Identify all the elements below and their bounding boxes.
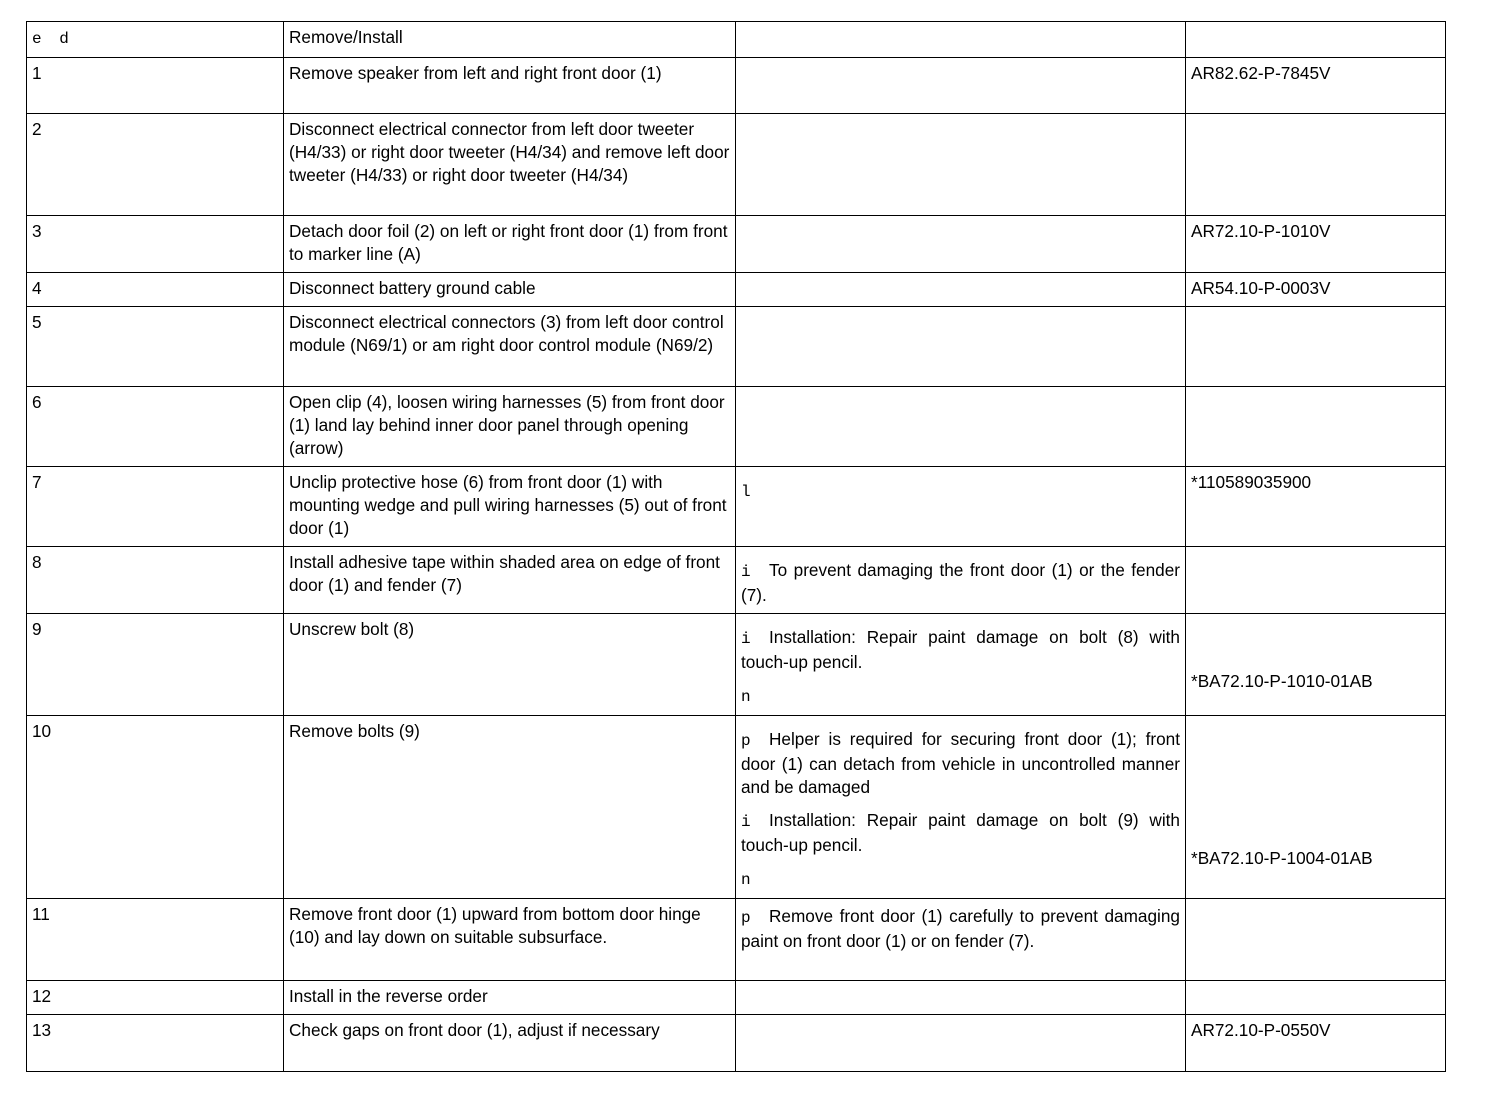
note-cell [736, 307, 1186, 387]
step-number: 4 [27, 273, 284, 307]
table-row [27, 216, 1446, 273]
torque-note [741, 867, 1180, 892]
note-cell [736, 1015, 1186, 1072]
reference-link[interactable]: *110589035900 [1186, 467, 1446, 547]
step-description: Install in the reverse order [284, 981, 736, 1015]
reference-link[interactable]: AR72.10-P-1010V [1186, 216, 1446, 273]
info-note [741, 559, 1180, 607]
info-symbol-icon: i [741, 630, 751, 648]
step-number: 1 [27, 58, 284, 114]
table-header-row [27, 22, 1446, 58]
reference-cell [1186, 981, 1446, 1015]
note-text: To prevent damaging the front door (1) or the fender (7). [741, 560, 1180, 605]
step-number: 5 [27, 307, 284, 387]
table-row [27, 981, 1446, 1015]
warning-symbol-icon: p [741, 909, 751, 927]
reference-cell [1186, 614, 1446, 716]
note-cell [736, 273, 1186, 307]
header-symbols: e d [32, 30, 73, 48]
note-cell [736, 216, 1186, 273]
step-number: 7 [27, 467, 284, 547]
step-number: 12 [27, 981, 284, 1015]
info-symbol-icon: i [741, 563, 751, 581]
header-empty-cell [1186, 22, 1446, 58]
note-text: Remove front door (1) carefully to prevent damaging paint on front door (1) or on fender (7). [741, 906, 1180, 951]
table-row [27, 614, 1446, 716]
spacer [1191, 618, 1440, 670]
torque-note [741, 684, 1180, 709]
table-row [27, 1015, 1446, 1072]
note-cell [736, 899, 1186, 981]
note-cell [736, 716, 1186, 899]
info-note [741, 626, 1180, 674]
table-row [27, 547, 1446, 614]
note-text: Installation: Repair paint damage on bolt (9) with touch-up pencil. [741, 810, 1180, 855]
table-row [27, 273, 1446, 307]
note-text: Installation: Repair paint damage on bolt (8) with touch-up pencil. [741, 627, 1180, 672]
reference-link[interactable]: *BA72.10-P-1004-01AB [1191, 848, 1373, 868]
header-symbols-cell [27, 22, 284, 58]
step-number: 9 [27, 614, 284, 716]
reference-cell [1186, 114, 1446, 216]
warning-symbol-icon: p [741, 732, 751, 750]
step-description: Open clip (4), loosen wiring harnesses (5) from front door (1) land lay behind inner door panel through opening (arrow) [284, 387, 736, 467]
torque-symbol-icon: n [741, 871, 751, 889]
reference-cell [1186, 899, 1446, 981]
step-description: Unclip protective hose (6) from front door (1) with mounting wedge and pull wiring harnesses (5) out of front door (1) [284, 467, 736, 547]
table-row [27, 114, 1446, 216]
table-row [27, 307, 1446, 387]
note-text: Helper is required for securing front door (1); front door (1) can detach from vehicle in uncontrolled manner and be damaged [741, 729, 1180, 797]
step-description: Disconnect electrical connector from left door tweeter (H4/33) or right door tweeter (H4/34) and remove left door tweeter (H4/33) or right door tweeter (H4/34) [284, 114, 736, 216]
step-number: 3 [27, 216, 284, 273]
step-number: 2 [27, 114, 284, 216]
note-cell [736, 981, 1186, 1015]
step-number: 13 [27, 1015, 284, 1072]
warning-note [741, 905, 1180, 953]
procedure-table [26, 21, 1446, 1072]
table-row [27, 58, 1446, 114]
table-row [27, 467, 1446, 547]
reference-cell [1186, 547, 1446, 614]
warning-note [741, 728, 1180, 799]
note [741, 479, 1180, 504]
table-row [27, 387, 1446, 467]
reference-link[interactable]: AR54.10-P-0003V [1186, 273, 1446, 307]
reference-link[interactable]: AR82.62-P-7845V [1186, 58, 1446, 114]
torque-symbol-icon: n [741, 688, 751, 706]
header-title-cell [284, 22, 736, 58]
step-description: Install adhesive tape within shaded area on edge of front door (1) and fender (7) [284, 547, 736, 614]
step-number: 10 [27, 716, 284, 899]
reference-link[interactable]: AR72.10-P-0550V [1186, 1015, 1446, 1072]
step-description: Remove speaker from left and right front door (1) [284, 58, 736, 114]
step-description: Remove bolts (9) [284, 716, 736, 899]
reference-cell [1186, 716, 1446, 899]
header-title: Remove/Install [289, 27, 403, 47]
table-row [27, 716, 1446, 899]
reference-cell [1186, 307, 1446, 387]
note-cell [736, 614, 1186, 716]
info-symbol-icon: i [741, 813, 751, 831]
note-cell [736, 58, 1186, 114]
note-cell [736, 114, 1186, 216]
note-cell [736, 547, 1186, 614]
tool-symbol-icon: l [741, 483, 751, 501]
note-cell [736, 467, 1186, 547]
step-description: Detach door foil (2) on left or right front door (1) from front to marker line (A) [284, 216, 736, 273]
step-description: Check gaps on front door (1), adjust if necessary [284, 1015, 736, 1072]
step-number: 6 [27, 387, 284, 467]
step-number: 11 [27, 899, 284, 981]
step-description: Remove front door (1) upward from bottom door hinge (10) and lay down on suitable subsurface. [284, 899, 736, 981]
table-row [27, 899, 1446, 981]
reference-cell [1186, 387, 1446, 467]
step-description: Unscrew bolt (8) [284, 614, 736, 716]
header-empty-cell [736, 22, 1186, 58]
step-description: Disconnect battery ground cable [284, 273, 736, 307]
step-description: Disconnect electrical connectors (3) from left door control module (N69/1) or am right door control module (N69/2) [284, 307, 736, 387]
note-cell [736, 387, 1186, 467]
info-note [741, 809, 1180, 857]
spacer [1191, 720, 1440, 847]
reference-link[interactable]: *BA72.10-P-1010-01AB [1191, 671, 1373, 691]
step-number: 8 [27, 547, 284, 614]
